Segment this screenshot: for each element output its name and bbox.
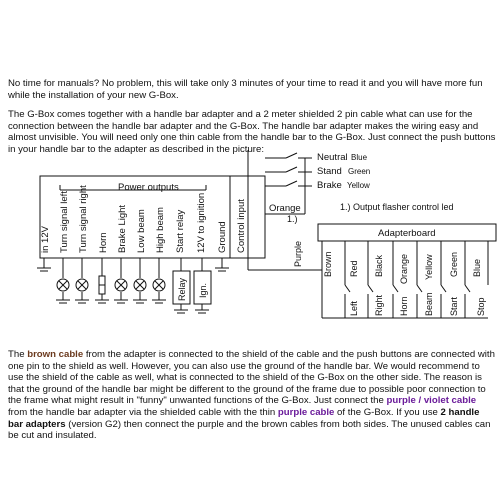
body-paragraph [8, 349, 496, 442]
terminal-low-beam: Low beam [136, 209, 147, 253]
adapters-highlight: 2 handle bar adapters [8, 406, 480, 430]
description-paragraph: The G-Box comes together with a handle bar adapter and a 2 meter shielded 2 pin cable what can use for the connection between the handle bar adapter and the G-Box. The handle bar adapter makes the wiring easy and almost unvisible. You will need only one thin cable from the handle bar to the G-Box. Just connect the push buttons in your handle bar to the adapter as described in the picture: [8, 109, 496, 155]
terminal-horn: Horn [98, 232, 109, 253]
wire-orange: Orange [399, 253, 409, 284]
body-text-1: The [8, 349, 28, 360]
adapterboard-title: Adapterboard [378, 228, 436, 239]
terminal-brake-light: Brake Light [117, 204, 128, 253]
purple-label: Purple [293, 240, 303, 267]
switch-stand-label: Stand [317, 166, 342, 177]
intro-paragraph: No time for manuals? No problem, this will take only 3 minutes of your time to read it and you will have more fun while the installation of your new G-Box. [8, 78, 483, 101]
body-text-4: of the G-Box. If you use [334, 406, 441, 418]
control-input-label: Control input [236, 199, 247, 253]
wire-green: Green [449, 251, 459, 277]
switch-brake-color: Yellow [347, 181, 370, 190]
button-stop: Stop [476, 297, 486, 316]
terminal-in-12v: in 12V [40, 226, 51, 253]
body-text-5: (version G2) then connect the purple and the brown cables from both sides. The unused cables can be cut and insulated. [8, 418, 491, 442]
button-left: Left [349, 300, 359, 316]
wire-brown: Brown [323, 251, 333, 277]
wire-red: Red [349, 260, 359, 277]
switch-neutral-label: Neutral [317, 152, 348, 163]
button-beam: Beam [424, 292, 434, 316]
flasher-note: 1.) Output flasher control led [340, 202, 454, 212]
power-outputs-label: Power outputs [118, 182, 179, 193]
body-text-3: from the handle bar adapter via the shielded cable with the thin [8, 406, 278, 418]
switch-neutral-color: Blue [351, 153, 368, 162]
terminal-ground: Ground [217, 221, 228, 253]
orange-note-marker: 1.) [287, 214, 298, 224]
lamp-icon [153, 279, 165, 291]
terminal-high-beam: High beam [155, 207, 166, 253]
lamp-icon [76, 279, 88, 291]
lamp-icon [134, 279, 146, 291]
orange-label: Orange [269, 203, 301, 214]
horn-icon [99, 276, 105, 294]
wire-black: Black [374, 254, 384, 277]
lamp-icon [57, 279, 69, 291]
purple-violet-cable-highlight: purple / violet cable [386, 395, 477, 407]
button-right: Right [374, 294, 384, 316]
brown-cable-highlight: brown cable [27, 349, 84, 360]
wire-yellow: Yellow [424, 254, 434, 280]
switch-brake-label: Brake [317, 180, 342, 191]
ignition-label: Ign. [198, 282, 208, 298]
purple-cable-highlight: purple cable [277, 406, 335, 418]
terminal-turn-left: Turn signal left [59, 191, 70, 253]
lamp-icon [115, 279, 127, 291]
wire-blue: Blue [472, 258, 482, 277]
relay-label: Relay [177, 277, 187, 301]
button-horn: Horn [399, 296, 409, 316]
body-text-2: from the adapter is connected to the shield of the cable and the push buttons are connected with one pin to the shield as well. However, you can also use the ground of the handle bar. We would recommend to use the shield of the cable as well, what is connected to the shield of the G-Box on the other side. The reason is that the ground of the handle bar might be different to the ground of the frame due to possible poor connection to the frame what might result in "funny" unwanted functions of the G-Box. Just connect the [8, 349, 495, 407]
terminal-start-relay: Start relay [175, 209, 186, 253]
switch-stand-color: Green [348, 167, 371, 176]
button-start: Start [449, 296, 459, 316]
terminal-turn-right: Turn signal right [78, 185, 89, 253]
terminal-12v-ignition: 12V to ignition [196, 192, 207, 253]
